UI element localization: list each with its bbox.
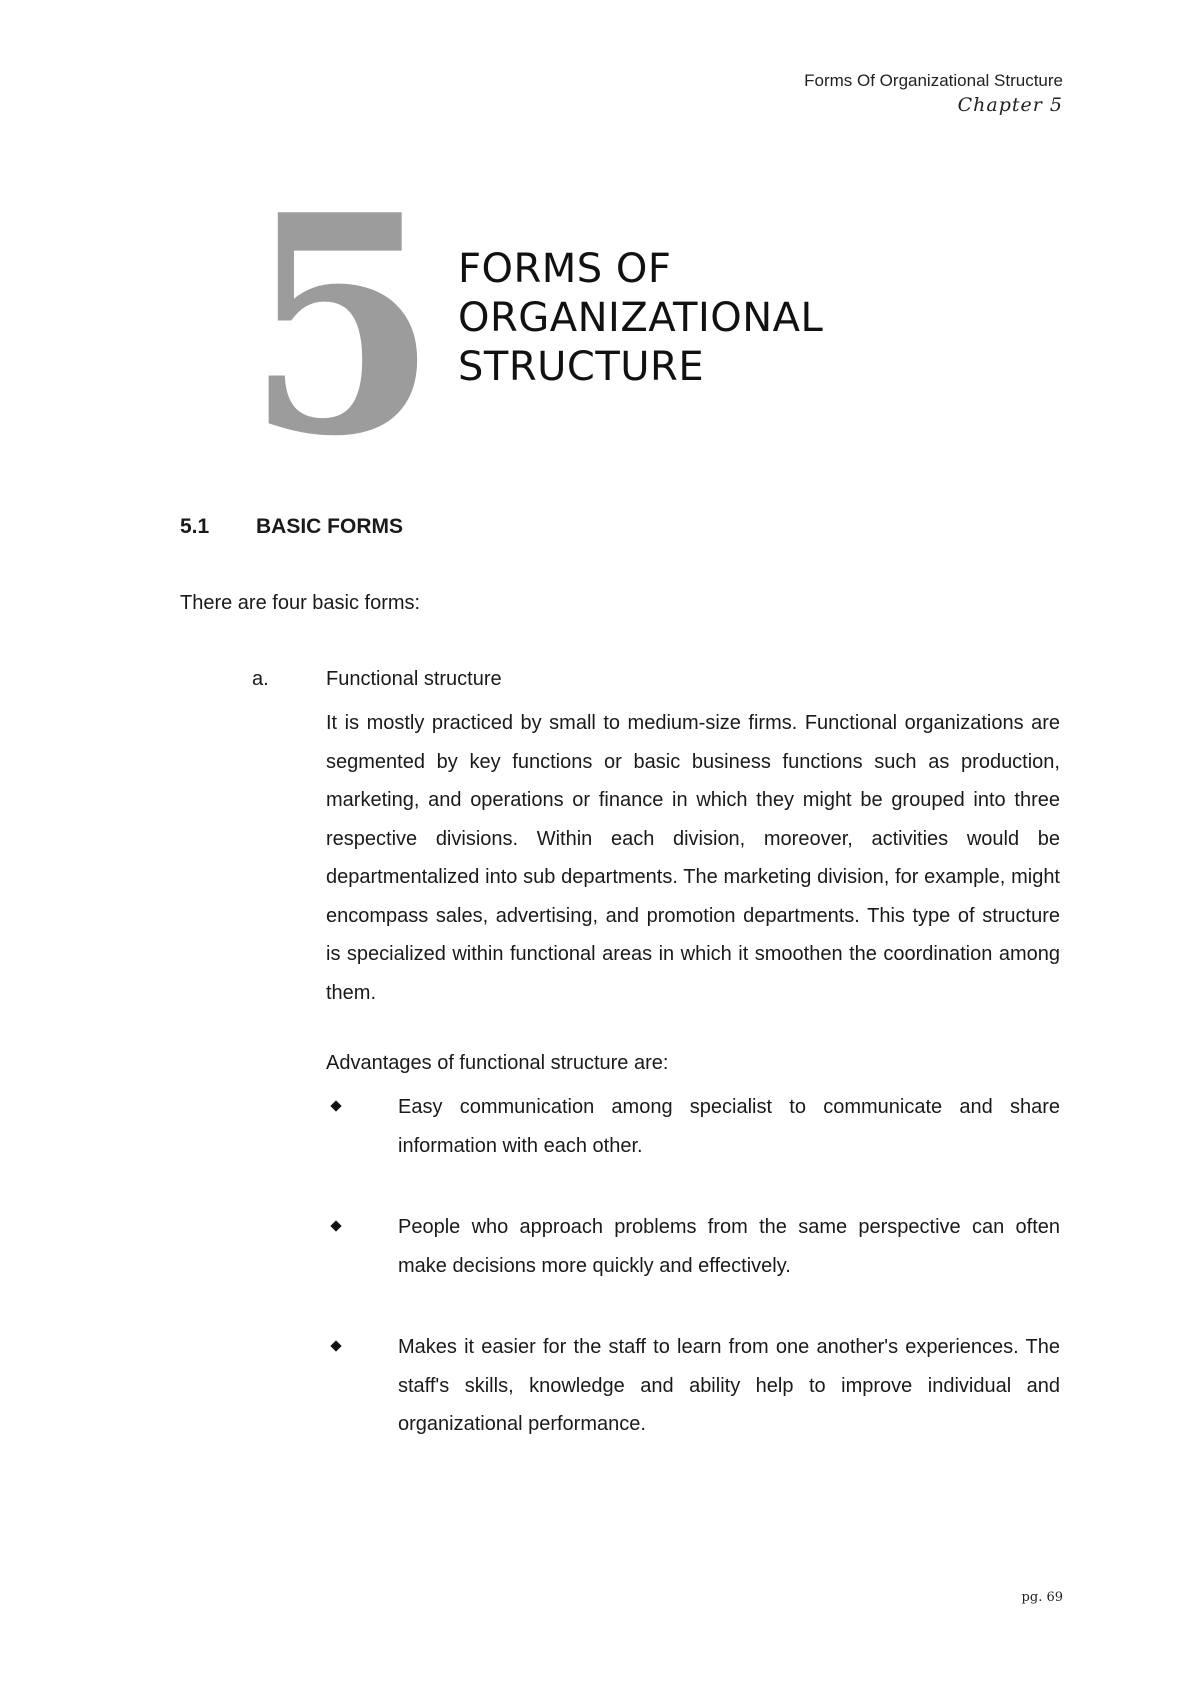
- page-number: pg. 69: [1021, 1590, 1063, 1605]
- list-item: [326, 1208, 1060, 1285]
- bullet-text: Easy communication among specialist to communicate and share information with each other.: [398, 1096, 1060, 1157]
- chapter-title-line: STRUCTURE: [458, 344, 705, 390]
- item-label: a.: [252, 668, 269, 690]
- intro-paragraph: There are four basic forms:: [180, 592, 421, 614]
- running-title: Forms Of Organizational Structure: [804, 71, 1063, 90]
- item-body: It is mostly practiced by small to medium-size firms. Functional organizations are segmented by key functions or basic business functions such as production, marketing, and operations or finance in which they might be grouped into three respective divisions. Within each division, moreover, activities would be departmentalized into sub departments. The marketing division, for example, might encompass sales, advertising, and promotion departments. This type of structure is specialized within functional areas in which it smoothen the coordination among them.: [326, 712, 1060, 1004]
- running-header: [804, 70, 1063, 116]
- chapter-label: Chapter 5: [957, 94, 1063, 116]
- section-title: BASIC FORMS: [256, 515, 403, 538]
- list-item: [326, 1328, 1060, 1444]
- advantages-list: [326, 1088, 1060, 1487]
- item-title: Functional structure: [326, 668, 502, 690]
- diamond-bullet-icon: [330, 1220, 341, 1231]
- chapter-number: 5: [246, 149, 439, 502]
- diamond-bullet-icon: [330, 1100, 341, 1111]
- section-heading: [180, 515, 403, 539]
- chapter-title: [458, 245, 823, 392]
- chapter-title-line: ORGANIZATIONAL: [458, 295, 824, 341]
- bullet-text: People who approach problems from the same perspective can often make decisions more quickly and effectively.: [398, 1216, 1060, 1277]
- list-item: [326, 1088, 1060, 1165]
- chapter-title-line: FORMS OF: [458, 246, 672, 292]
- diamond-bullet-icon: [330, 1340, 341, 1351]
- advantages-heading: Advantages of functional structure are:: [326, 1052, 669, 1074]
- section-number: 5.1: [180, 515, 210, 538]
- bullet-text: Makes it easier for the staff to learn from one another's experiences. The staff's skills, knowledge and ability help to improve individual and organizational performance.: [398, 1336, 1060, 1435]
